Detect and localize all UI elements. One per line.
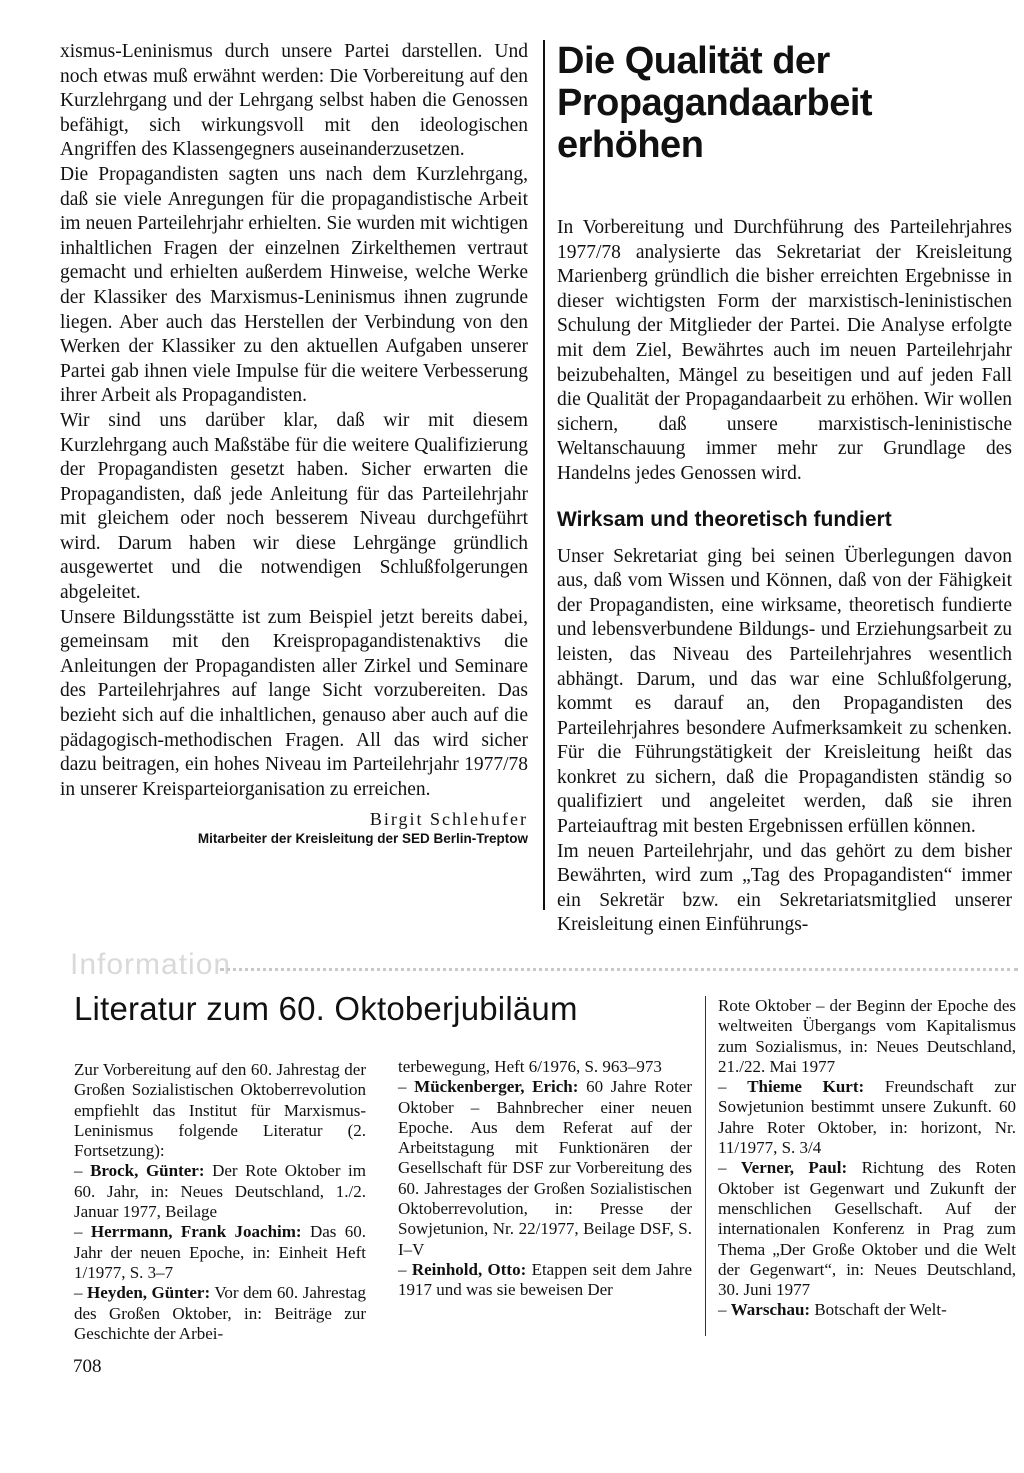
literature-entry: – Thieme Kurt: Freundschaft zur Sowjetunion bestimmt unsere Zukunft. 60 Jahre Roter Oktober, in: horizont, Nr. 11/1977, S. 3/4	[718, 1077, 1017, 1158]
article-paragraph: Unsere Bildungsstätte ist zum Beispiel jetzt bereits dabei, gemeinsam mit den Kreispropagandistenaktivs die Anleitungen der Propagandisten aller Zirkel und Seminare des Parteilehrjahres auf lange Sicht vorzubereiten. Das bezieht sich auf die inhaltlichen, genauso aber auch auf die pädagogisch-methodischen Fragen. All das wird sicher dazu beitragen, ein hohes Niveau im Parteilehrjahr 1977/78 in unserer Kreisparteiorganisation zu erreichen.	[60, 606, 528, 800]
dotted-rule	[220, 968, 1018, 971]
literature-entry: – Herrmann, Frank Joachim: Das 60. Jahr der neuen Epoche, in: Einheit Heft 1/1977, S. 3–7	[74, 1222, 366, 1282]
literature-column-1	[74, 1060, 366, 1344]
literature-column-2	[398, 1057, 692, 1301]
literature-column-3	[718, 996, 1016, 1321]
entry-author: Verner, Paul:	[740, 1158, 848, 1178]
column-divider	[705, 996, 706, 1336]
entry-author: Herrmann, Frank Joachim:	[90, 1222, 302, 1242]
entry-author: Mückenberger, Erich:	[414, 1077, 579, 1097]
literature-entry: – Reinhold, Otto: Etappen seit dem Jahre 1917 und was sie beweisen Der	[398, 1259, 692, 1300]
entry-text: Der Rote Oktober im 60. Jahr, in: Neues Deutschland, 1./2. Januar 1977, Beilage	[74, 1161, 366, 1222]
entry-text: Das 60. Jahr der neuen Epoche, in: Einheit Heft 1/1977, S. 3–7	[74, 1222, 366, 1282]
literature-intro: Zur Vorbereitung auf den 60. Jahrestag der Großen Sozialistischen Oktoberrevolution empfiehlt das Institut für Marxismus-Leninismus folgende Literatur (2. Fortsetzung):	[74, 1060, 366, 1161]
article-paragraph: Die Propagandisten sagten uns nach dem Kurzlehrgang, daß sie viele Anregungen für die propagandistische Arbeit im neuen Parteilehrjahr erhielten. Sie wurden mit wichtigen inhaltlichen Fragen der einzelnen Zirkelthemen vertraut gemacht und erhielten außerdem Hinweise, welche Werke der Klassiker des Marxismus-Leninismus ihnen zugrunde liegen. Aber auch das Herstellen der Verbindung von den Werken der Klassiker zu den aktuellen Aufgaben unserer Partei gab ihnen viele Impulse für die weitere Verbesserung ihrer Arbeit als Propagandisten.	[60, 163, 528, 407]
entry-author: Heyden, Günter:	[87, 1283, 211, 1303]
entry-author: Brock, Günter:	[90, 1161, 205, 1181]
left-article	[60, 40, 528, 848]
literature-title: Literatur zum 60. Oktoberjubiläum	[74, 990, 578, 1027]
literature-entry: – Verner, Paul: Richtung des Roten Oktober ist Gegenwart und Zukunft der menschlichen Gesellschaft. Auf der internationalen Konferenz in Prag zum Thema „Der Große Oktober und die Welt der Gegenwart“, in: Neues Deutschland, 30. Juni 1977	[718, 1158, 1017, 1300]
article-paragraph: Im neuen Parteilehrjahr, und das gehört zu dem bisher Bewährten, wird zum „Tag des Propagandisten“ immer ein Sekretär bzw. ein Sekretariatsmitglied unserer Kreisleitung einen Einführungs-	[557, 840, 1012, 936]
information-label: Information	[70, 948, 232, 981]
literature-entry: – Brock, Günter: Der Rote Oktober im 60. Jahr, in: Neues Deutschland, 1./2. Januar 1977, Beilage	[74, 1161, 366, 1222]
column-divider	[543, 40, 545, 910]
article-paragraph: Unser Sekretariat ging bei seinen Überlegungen davon aus, daß vom Wissen und Können, daß von der Fähigkeit der Propagandisten, eine wirksame, theoretisch fundierte und lebensverbundene Bildungs- und Erziehungsarbeit zu leisten, das Niveau des Parteilehrjahres wesentlich abhängt. Darum, und das war eine Schlußfolgerung, kommt es darauf an, den Propagandisten des Parteilehrjahres besondere Aufmerksamkeit zu schenken. Für die Führungstätigkeit der Kreisleitung heißt das konkret zu sichern, daß die Propagandisten ständig so qualifiziert und angeleitet werden, daß sie ihren Parteiauftrag mit besten Ergebnissen erfüllen können.	[557, 545, 1012, 838]
literature-continuation: terbewegung, Heft 6/1976, S. 963–973	[398, 1057, 662, 1076]
entry-author: Warschau:	[730, 1300, 811, 1320]
literature-entry: – Heyden, Günter: Vor dem 60. Jahrestag des Großen Oktober, in: Beiträge zur Geschichte der Arbei-	[74, 1283, 366, 1343]
literature-entry: – Mückenberger, Erich: 60 Jahre Roter Oktober – Bahnbrecher einer neuen Epoche. Aus dem Referat auf der Arbeitstagung mit Funktionären der Gesellschaft für DSF zur Vorbereitung des 60. Jahrestages der Großen Sozialistischen Oktoberrevolution, in: Presse der Sowjetunion, Nr. 22/1977, Beilage DSF, S. I–V	[398, 1077, 692, 1259]
entry-author: Thieme Kurt:	[747, 1077, 865, 1097]
entry-text: Botschaft der Welt-	[814, 1300, 947, 1320]
entry-text: Vor dem 60. Jahrestag des Großen Oktober, in: Beiträge zur Geschichte der Arbei-	[74, 1283, 366, 1343]
literature-continuation: Rote Oktober – der Beginn der Epoche des weltweiten Übergangs vom Kapitalismus zum Sozialismus, in: Neues Deutschland, 21./22. Mai 1977	[718, 996, 1016, 1076]
entry-author: Reinhold, Otto:	[411, 1259, 527, 1279]
information-banner	[70, 944, 1018, 984]
right-article	[557, 40, 1012, 938]
author-name: Birgit Schlehufer	[369, 809, 528, 830]
article-subheading: Wirksam und theoretisch fundiert	[557, 507, 892, 531]
entry-text: Freundschaft zur Sowjetunion bestimmt unsere Zukunft. 60 Jahre Roter Oktober, in: horizont, Nr. 11/1977, S. 3/4	[718, 1077, 1017, 1158]
page-number: 708	[73, 1356, 102, 1377]
entry-text: Etappen seit dem Jahre 1917 und was sie beweisen Der	[398, 1259, 692, 1300]
entry-text: 60 Jahre Roter Oktober – Bahnbrecher einer neuen Epoche. Aus dem Referat auf der Arbeitstagung mit Funktionären der Gesellschaft für DSF zur Vorbereitung des 60. Jahrestages der Großen Sozialistischen Oktoberrevolution, in: Presse der Sowjetunion, Nr. 22/1977, Beilage DSF, S. I–V	[398, 1077, 692, 1259]
article-paragraph: Wir sind uns darüber klar, daß wir mit diesem Kurzlehrgang auch Maßstäbe für die weitere Qualifizierung der Propagandisten gesetzt haben. Sicher erwarten die Propagandisten, daß jede Anleitung für das Parteilehrjahr mit gleichem oder noch besserem Niveau durchgeführt wird. Darum haben wir diese Lehrgänge gründlich ausgewertet und die notwendigen Schlußfolgerungen abgeleitet.	[60, 409, 528, 604]
entry-text: Richtung des Roten Oktober ist Gegenwart und Zukunft der menschlichen Gesellschaft. Auf der internationalen Konferenz in Prag zum Thema „Der Große Oktober und die Welt der Gegenwart“, in: Neues Deutschland, 30. Juni 1977	[718, 1158, 1017, 1300]
article-lead: In Vorbereitung und Durchführung des Parteilehrjahres 1977/78 analysierte das Sekretariat der Kreisleitung Marienberg gründlich die bisher erreichten Ergebnisse in dieser wichtigsten Form der marxistisch-leninistischen Schulung der Mitglieder der Partei. Die Analyse erfolgte mit dem Ziel, Bewährtes auch im neuen Parteilehrjahr beizubehalten, Mängel zu beseitigen und auf jeden Fall die Qualität der Propagandaarbeit zu erhöhen. Wir wollen sichern, daß unsere marxistisch-leninistische Weltanschauung immer mehr zur Grundlage des Handelns jedes Genossen wird.	[557, 217, 1012, 484]
literature-entry: – Warschau: Botschaft der Welt-	[718, 1300, 947, 1320]
author-role: Mitarbeiter der Kreisleitung der SED Berlin-Treptow	[197, 831, 528, 847]
article-paragraph: xismus-Leninismus durch unsere Partei darstellen. Und noch etwas muß erwähnt werden: Die Vorbereitung auf den Kurzlehrgang und der Lehrgang selbst haben die Genossen befähigt, sich wirkungsvoll mit den ideologischen Angriffen des Klassengegners auseinanderzusetzen.	[60, 41, 528, 161]
article-headline: Die Qualität der Propagandaarbeit erhöhen	[557, 40, 873, 166]
